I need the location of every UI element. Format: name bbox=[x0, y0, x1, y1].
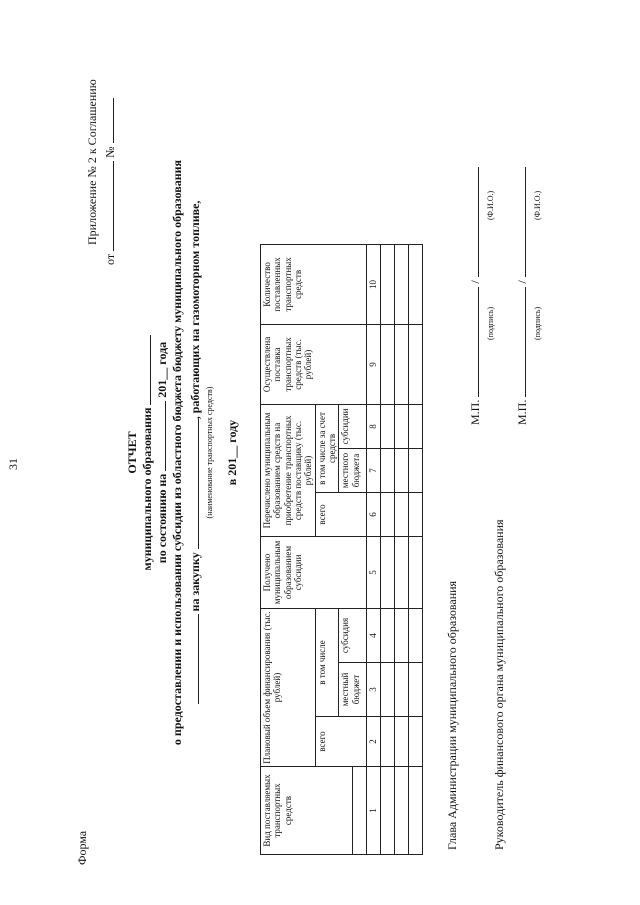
agreement-date-line bbox=[103, 98, 118, 265]
form-label: Форма bbox=[75, 830, 89, 865]
table-row bbox=[380, 244, 394, 854]
col-header-plan-local: местный бюджет bbox=[339, 663, 367, 717]
col-header-tr-total: всего bbox=[315, 492, 367, 536]
col-header-plan-subsidy: субсидия bbox=[339, 608, 367, 662]
table-row bbox=[408, 244, 422, 854]
vehicle-caption: (наименование транспортных средств) bbox=[205, 386, 214, 519]
finance-head-label: Руководитель финансового органа муниципального образования bbox=[492, 519, 506, 850]
stamp-mark: М.П. bbox=[515, 399, 529, 425]
number-sign: № bbox=[103, 146, 117, 158]
report-line-5: в 201__ году bbox=[225, 419, 239, 486]
stamp-mark: М.П. bbox=[468, 399, 482, 425]
col-header-received-subsidy: Получено муниципальным образованием субсидии bbox=[261, 536, 367, 608]
head-admin-label: Глава Администрации муниципального образования bbox=[445, 580, 459, 850]
head-sign-caption: (подпись) bbox=[486, 306, 495, 340]
report-line-3: о предоставлении и использовании субсидии из областного бюджета бюджету муниципального образования bbox=[170, 159, 184, 746]
col-header-plan-total: всего bbox=[315, 717, 367, 767]
head-fio-caption: (Ф.И.О.) bbox=[486, 190, 495, 220]
col-header-delivered: Осуществлена поставка транспортных средств (тыс. рублей) bbox=[261, 324, 367, 404]
report-line-1: муниципального образования bbox=[140, 0, 155, 905]
report-heading: ОТЧЕТ bbox=[125, 431, 139, 474]
head-signature-line: М.П. / bbox=[468, 167, 483, 425]
report-line-2: по состоянию на 201__ года bbox=[155, 341, 169, 564]
appendix-label: Приложение № 2 к Соглашению bbox=[85, 79, 99, 245]
col-header-vehicle-type: Вид поставляемых транспортных средств bbox=[261, 767, 353, 855]
finance-sign-caption: (подпись) bbox=[533, 306, 542, 340]
report-line-4: на закупку , работающих на газомоторном топливе, bbox=[188, 0, 203, 905]
column-numbers-row: 1 2 3 4 5 6 7 8 9 10 bbox=[367, 244, 380, 854]
col-header-transferred: Перечислено муниципальным образованием средств на приобретение транспортных средств поставщику (тыс. рублей) bbox=[261, 404, 316, 536]
col-header-quantity: Количество поставленных транспортных средств bbox=[261, 244, 367, 324]
finance-fio-caption: (Ф.И.О.) bbox=[533, 190, 542, 220]
table-row bbox=[394, 244, 408, 854]
report-table bbox=[260, 244, 423, 855]
col-header-tr-incl: в том числе за счет средств bbox=[315, 404, 339, 492]
page-number: 31 bbox=[6, 458, 20, 470]
col-header-plan-incl: в том числе bbox=[315, 608, 339, 716]
col-header-planned-volume: Плановый объем финансирования (тыс. рублей) bbox=[261, 608, 316, 766]
from-label: от bbox=[103, 253, 117, 265]
col-header-tr-local: местного бюджета bbox=[339, 448, 367, 492]
finance-signature-line: М.П. / bbox=[515, 167, 530, 425]
col-header-tr-subsidy: субсидии bbox=[339, 404, 367, 448]
